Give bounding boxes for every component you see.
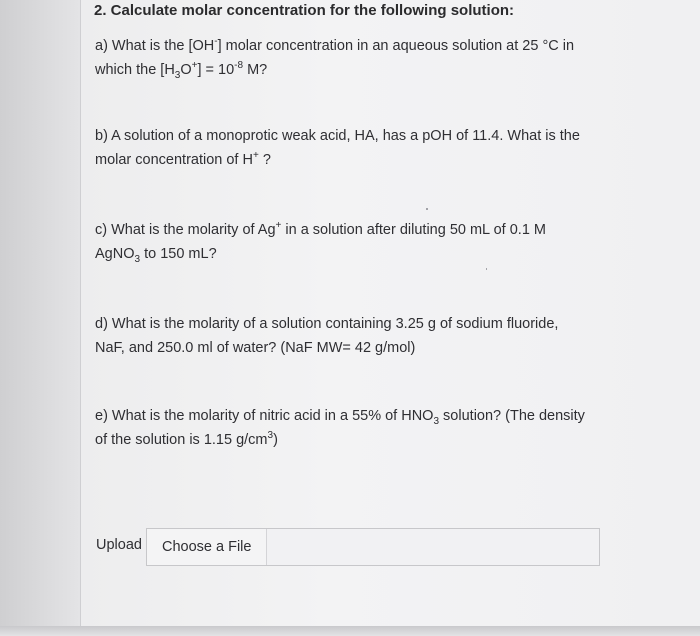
question-a-line-2: which the $[H_3O^+] = 10^{-8}$ M? [95,60,268,81]
question-c [95,218,640,266]
dust-speck [426,208,428,210]
question-a [95,34,640,82]
bottom-edge [0,626,700,636]
upload-label: Upload [96,537,142,553]
choose-file-button[interactable]: Choose a File [147,529,267,565]
question-d-line-2: NaF, and 250.0 ml of water? (NaF MW= 42 g/mol) [95,340,416,356]
dust-speck [486,268,487,270]
file-upload-field[interactable] [146,528,600,566]
question-e [95,404,640,452]
question-e-line-1: e) What is the molarity of nitric acid in a 55% of $HNO_3$ solution? (The density [95,408,585,427]
question-c-line-1: c) What is the molarity of Ag+ in a solution after diluting 50 mL of 0.1 M [95,220,546,238]
question-d [95,312,640,360]
question-d-line-1: d) What is the molarity of a solution containing 3.25 g of sodium fluoride, [95,316,559,332]
question-b [95,124,640,172]
question-b-line-2: molar concentration of H+ ? [95,150,271,168]
question-e-line-2: of the solution is 1.15 $g/cm^3$) [95,430,278,448]
question-a-line-1: a) What is the [OH-] molar concentration in an aqueous solution at 25 °C in [95,36,575,54]
question-title: 2. Calculate molar concentration for the following solution: [94,2,515,19]
question-c-line-2: AgNO$_3$ to 150 mL? [95,246,217,265]
background-edge [0,0,80,636]
question-b-line-1: b) A solution of a monoprotic weak acid, HA, has a pOH of 11.4. What is the [95,128,580,144]
